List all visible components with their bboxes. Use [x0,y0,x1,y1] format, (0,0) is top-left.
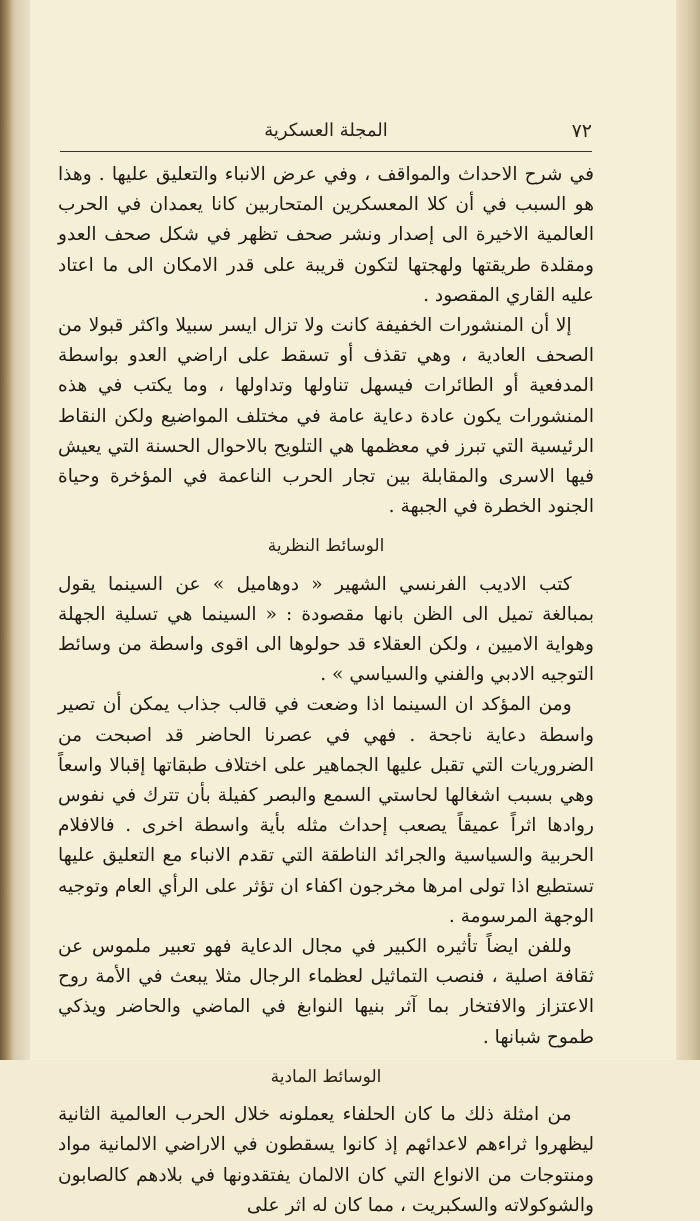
section-heading: الوسائط المادية [270,1066,382,1087]
paragraph: في شرح الاحداث والمواقف ، وفي عرض الانباء والتعليق عليها . وهذا هو السبب في أن كلا المعسكرين المتحاربين كانا يعمدان في الحرب العالمية الاخيرة الى إصدار ونشر صحف تظهر في شكل صحف العدو ومقلدة طريقتها ولهجتها لتكون قريبة على قدر الامكان الى ما اعتاد عليه القاري المقصود . [58,164,594,306]
section-heading: الوسائط النظرية [267,536,385,557]
paragraph: كتب الاديب الفرنسي الشهير « دوهاميل » عن السينما يقول بمبالغة تميل الى الظن بانها مقصودة : « السينما هي تسلية الجهلة وهواية الاميين ، ولكن العقلاء قد حولوها الى اقوى واسطة من وسائط التوجيه الادبي والفني والسياسي » . [58,573,594,686]
page-number: ٧٢ [571,120,592,142]
page-edge [676,0,700,1060]
running-title: المجلة العسكرية [264,120,388,141]
paragraph: وللفن ايضاً تأثيره الكبير في مجال الدعاية فهو تعبير ملموس عن ثقافة اصلية ، فنصب التماثيل لعظماء الرجال مثلا يبعث في الأمة روح الاعتزاز والافتخار بما آثر بنيها النوابغ في الماضي والحاضر ويذكي طموح شبانها . [58,936,594,1048]
paragraph: ومن المؤكد ان السينما اذا وضعت في قالب جذاب يمكن أن تصير واسطة دعاية ناجحة . فهي في عصرنا الحاضر قد اصبحت من الضروريات التي تقبل عليها الجماهير على اختلاف طبقاتها إقبالا واسعاً وهي بسبب اشغالها لحاستي السمع والبصر كفيلة بأن تترك في نفوس روادها اثراً عميقاً يصعب إحداث مثله بأية واسطة اخرى . فالافلام الحربية والسياسية والجرائد الناطقة التي تقدم الانباء مع التعليق عليها تستطيع اذا تولى امرها مخرجون اكفاء ان تؤثر على الرأي العام وتوجيه الوجهة المرسومة . [58,694,594,927]
article-body [58,160,594,1221]
book-binding [0,0,14,1060]
paragraph: من امثلة ذلك ما كان الحلفاء يعملونه خلال الحرب العالمية الثانية ليظهروا ثراءهم لاعدائهم إذ كانوا يسقطون في الاراضي الالمانية مواد ومنتوجات من الانواع التي كان الالمان يفتقدونها في بلادهم كالصابون والشوكولاته والسكبريت ، مما كان له اثر على [58,1104,594,1216]
page-header [60,118,592,148]
paragraph: إلا أن المنشورات الخفيفة كانت ولا تزال ايسر سبيلا واكثر قبولا من الصحف العادية ، وهي تقذف أو تسقط على اراضي العدو بواسطة المدفعية أو الطائرات فيسهل تناولها وتداولها ، وما يكتب في هذه المنشورات يكون عادة دعاية عامة في مختلف المواضيع ولكن النقاط الرئيسية التي تبرز في معظمها هي التلويح بالاحوال الحسنة التي يعيش فيها الاسرى والمقابلة بين تجار الحرب الناعمة في المؤخرة وحياة الجنود الخطرة في الجبهة . [58,315,594,518]
header-rule [60,151,592,152]
